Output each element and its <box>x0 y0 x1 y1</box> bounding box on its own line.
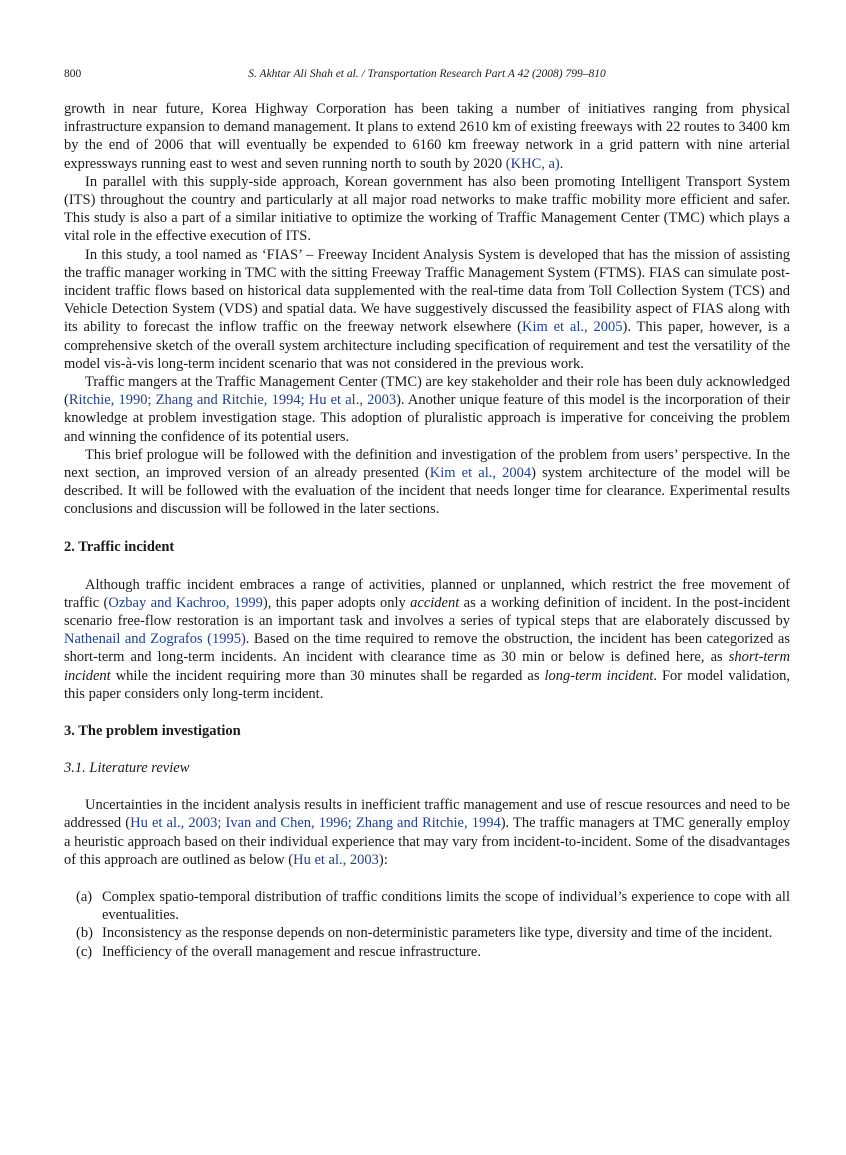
list-item <box>64 943 790 961</box>
emphasis: short-term incident <box>64 649 790 684</box>
article-body <box>64 100 790 961</box>
text-run: as a working definition of incident. In the post-incident scenario free-flow restoration is an important task and involves a series of typical steps that are elaborately discussed by <box>64 594 790 630</box>
citation-link-kim-2004[interactable]: Kim et al., 2004 <box>429 465 532 482</box>
intro-paragraph-2: In parallel with this supply-side approach, Korean government has also been promoting Intelligent Transport System (ITS) throughout the country and particularly at all major road networks to make traffic mobility more efficient and safer. This study is also a part of a similar initiative to optimize the working of Traffic Management Center (TMC) which plays a vital role in the effective execution of ITS. <box>64 173 790 245</box>
section2-paragraph <box>64 576 790 703</box>
text-run: growth in near future, Korea Highway Corporation has been taking a number of initiatives ranging from physical infrastructure expansion to demand management. It plans to extend 2610 km of existing freeways with 22 routes to 3400 km by the end of 2006 that will eventually be expended to 6160 km freeway network in a grid pattern with nine arterial expressways running east to west and seven running north to south by 2020 <box>64 101 790 172</box>
intro-paragraph-4 <box>64 373 790 446</box>
citation-link-khc[interactable]: (KHC, a) <box>505 155 560 172</box>
text-run: ). Another unique feature of this model is the incorporation of their knowledge at problem investigation stage. This adoption of pluralistic approach is imperative for conceiving the problem and winning the confidence of its potential users. <box>64 392 790 445</box>
text-run: ). This paper, however, is a comprehensive sketch of the overall system architecture including specification of requirement and test the versatility of the model vis-à-vis long-term incident scenario that was not considered in the previous work. <box>64 319 790 372</box>
subsection-heading-literature-review: 3.1. Literature review <box>64 760 190 777</box>
text-run: . For model validation, this paper considers only long-term incident. <box>64 667 790 702</box>
text-run: Traffic mangers at the Traffic Management Center (TMC) are key stakeholder and their role has been duly acknowledged ( <box>64 374 790 409</box>
page-number: 800 <box>64 68 82 80</box>
citation-link-ozbay[interactable]: Ozbay and Kachroo, 1999 <box>108 594 263 611</box>
citation-link-ritchie-zhang-hu[interactable]: Ritchie, 1990; Zhang and Ritchie, 1994; Hu et al., 2003 <box>68 392 397 409</box>
text-run: . <box>559 155 564 172</box>
intro-paragraph-3 <box>64 246 790 373</box>
citation-link-nathenail[interactable]: Nathenail and Zografos (1995) <box>64 631 246 648</box>
emphasis: accident <box>410 594 460 611</box>
citation-link-kim-2005[interactable]: Kim et al., 2005 <box>521 319 623 336</box>
intro-paragraph-5 <box>64 446 790 519</box>
list-item-text: Complex spatio-temporal distribution of traffic conditions limits the scope of individual’s experience to cope with all eventualities. <box>102 888 790 924</box>
text-run: while the incident requiring more than 30 minutes shall be regarded as <box>110 667 545 684</box>
text-run: Although traffic incident embraces a range of activities, planned or unplanned, which restrict the free movement of traffic ( <box>64 576 790 611</box>
citation-link-hu-ivan-zhang[interactable]: Hu et al., 2003; Ivan and Chen, 1996; Zhang and Ritchie, 1994 <box>130 815 501 832</box>
journal-citation: S. Akhtar Ali Shah et al. / Transportation Research Part A 42 (2008) 799–810 <box>248 68 606 80</box>
text-run: ). The traffic managers at TMC generally employ a heuristic approach based on their individual experience that may vary from incident-to-incident. Some of the disadvantages of this approach are outlined as below ( <box>64 815 790 868</box>
section-heading-problem-investigation: 3. The problem investigation <box>64 723 241 740</box>
list-item <box>64 924 790 942</box>
disadvantages-list <box>64 888 790 961</box>
citation-link-hu-2003[interactable]: Hu et al., 2003 <box>293 851 379 868</box>
list-marker: (a) <box>76 888 93 905</box>
list-item <box>64 888 790 924</box>
list-item-text: Inefficiency of the overall management and rescue infrastructure. <box>102 943 481 960</box>
text-run: ): <box>378 851 388 868</box>
list-item-text: Inconsistency as the response depends on non-deterministic parameters like type, diversity and time of the incident. <box>102 925 773 942</box>
intro-paragraph-1 <box>64 100 790 173</box>
text-run: ), this paper adopts only <box>262 594 411 611</box>
text-run: ) system architecture of the model will be described. It will be followed with the evaluation of the incident that needs longer time for clearance. Experimental results conclusions and discussion will be followed in the later sections. <box>64 465 790 518</box>
list-marker: (b) <box>76 925 93 942</box>
text-run: In this study, a tool named as ‘FIAS’ – Freeway Incident Analysis System is developed that has the mission of assisting the traffic manager working in TMC with the sitting Freeway Traffic Management System (FTMS). FIAS can simulate post-incident traffic flows based on historical data supplemented with the real-time data from Toll Collection System (TCS) and Vehicle Detection System (VDS) and spatial data. We have suggestively discussed the feasibility aspect of FIAS along with its ability to forecast the inflow traffic on the freeway network elsewhere ( <box>64 246 790 336</box>
text-run: This brief prologue will be followed with the definition and investigation of the problem from users’ perspective. In the next section, an improved version of an already presented ( <box>64 446 790 482</box>
emphasis: long-term incident <box>544 667 654 684</box>
list-marker: (c) <box>76 943 93 960</box>
text-run: . Based on the time required to remove the obstruction, the incident has been categorized as short-term and long-term incidents. An incident with clearance time as 30 min or below is defined here, as <box>64 631 790 666</box>
section3-paragraph <box>64 796 790 869</box>
text-run: Uncertainties in the incident analysis results in inefficient traffic management and use of rescue resources and need to be addressed ( <box>64 797 790 832</box>
section-heading-traffic-incident: 2. Traffic incident <box>64 538 175 555</box>
